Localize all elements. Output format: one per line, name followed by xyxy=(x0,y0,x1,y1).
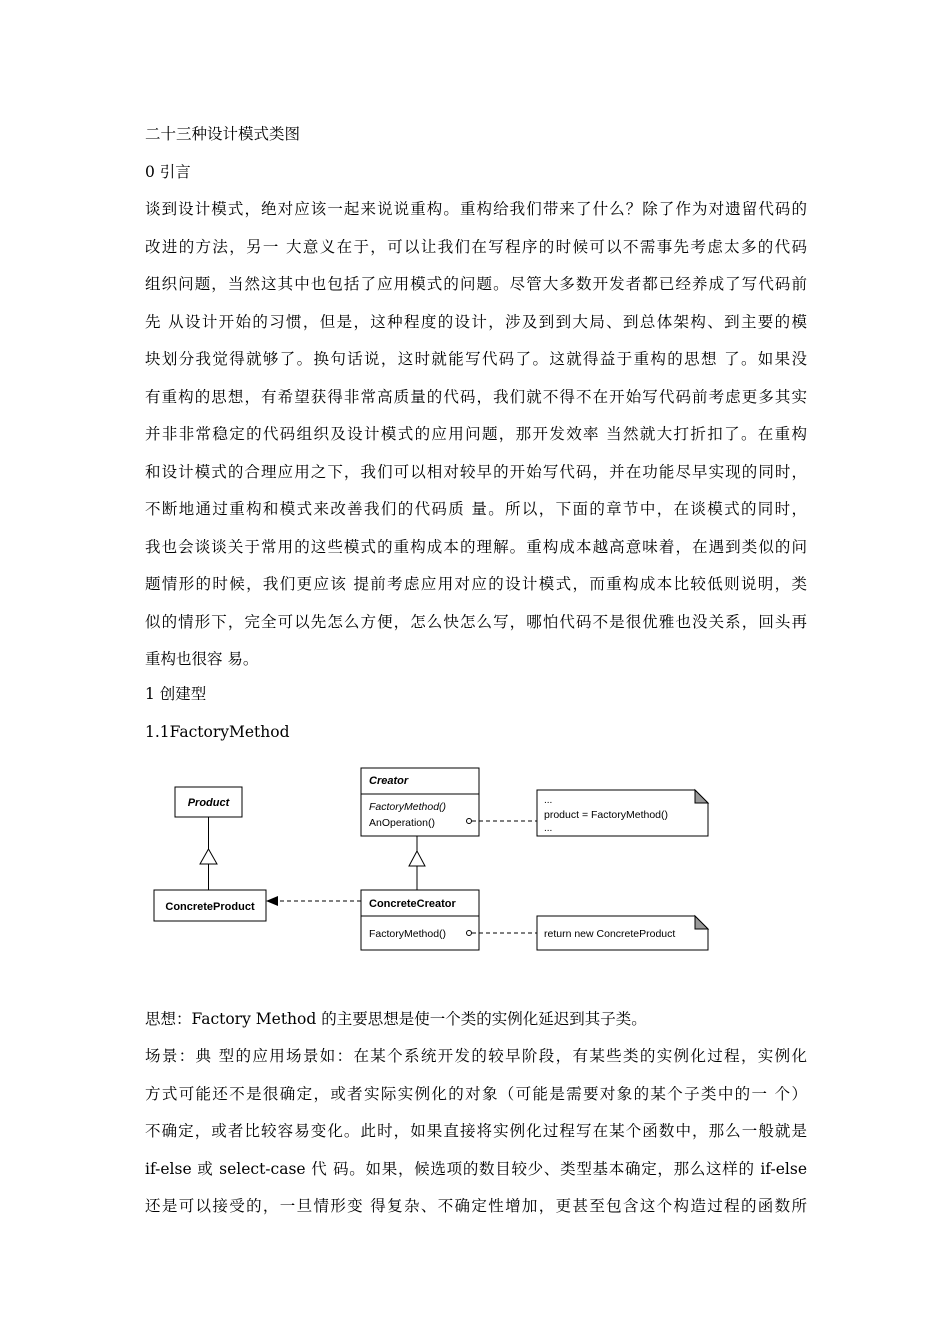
paragraph-line: if-else 或 select-case 代 码。如果，候选项的数目较少、类型基本确定，那么这样的 if-else xyxy=(145,1159,807,1178)
section-heading-creational: 1 创建型 xyxy=(145,685,207,703)
concrete-product-class-name: ConcreteProduct xyxy=(165,901,255,913)
concrete-creator-class-name: ConcreteCreator xyxy=(369,898,456,910)
intro-paragraph xyxy=(145,191,807,679)
document-title: 二十三种设计模式类图 xyxy=(145,125,301,143)
paragraph-line: 重构也很容 易。 xyxy=(145,650,259,668)
paragraph-line: 场景：典 型的应用场景如：在某个系统开发的较早阶段，有某些类的实例化过程，实例化 xyxy=(145,1047,807,1065)
creator-operation: FactoryMethod() xyxy=(369,801,447,813)
section-heading-intro: 0 引言 xyxy=(145,163,191,181)
paragraph-line: 谈到设计模式，绝对应该一起来说说重构。重构给我们带来了什么？除了作为对遗留代码的 xyxy=(145,200,807,218)
creator-class-box xyxy=(361,768,479,836)
section-heading-factory-method: 1.1FactoryMethod xyxy=(145,723,290,741)
idea-line: 思想：Factory Method 的主要思想是使一个类的实例化延迟到其子类。 xyxy=(145,1010,647,1028)
paragraph-line: 组织问题，当然这其中也包括了应用模式的问题。尽管大多数开发者都已经养成了写代码前 xyxy=(145,275,807,293)
note-text: ... xyxy=(544,823,553,834)
paragraph-line: 和设计模式的合理应用之下，我们可以相对较早的开始写代码，并在功能尽早实现的同时， xyxy=(145,462,807,481)
paragraph-line: 还是可以接受的，一旦情形变 得复杂、不确定性增加，更甚至包含这个构造过程的函数所 xyxy=(145,1197,807,1215)
paragraph-line: 块划分我觉得就够了。换句话说，这时就能写代码了。这就得益于重构的思想 了。如果没 xyxy=(145,350,807,368)
product-class-box xyxy=(175,787,242,817)
note-text: return new ConcreteProduct xyxy=(544,928,676,940)
inheritance-triangle xyxy=(409,851,425,866)
dependency-arrowhead xyxy=(266,896,278,906)
note-text: ... xyxy=(544,795,553,806)
note-connector-dot xyxy=(467,819,472,824)
note-box-factorymethod xyxy=(537,916,708,950)
paragraph-line: 先 从设计开始的习惯，但是，这种程度的设计，涉及到到大局、到总体架构、到主要的模 xyxy=(145,312,807,331)
factory-method-uml-diagram xyxy=(145,760,725,960)
concrete-creator-class-box xyxy=(361,890,479,950)
concrete-creator-operation: FactoryMethod() xyxy=(369,928,447,940)
paragraph-line: 并非非常稳定的代码组织及设计模式的应用问题，那开发效率 当然就大打折扣了。在重构 xyxy=(145,425,807,443)
paragraph-line: 不确定，或者比较容易变化。此时，如果直接将实例化过程写在某个函数中，那么一般就是 xyxy=(145,1122,807,1140)
creator-operation: AnOperation() xyxy=(369,817,435,829)
paragraph-line: 不断地通过重构和模式来改善我们的代码质 量。所以，下面的章节中，在谈模式的同时， xyxy=(145,500,807,518)
concrete-product-class-box xyxy=(154,890,266,921)
paragraph-line: 改进的方法，另一 大意义在于，可以让我们在写程序的时候可以不需事先考虑太多的代码 xyxy=(145,237,807,256)
paragraph-line: 似的情形下，完全可以先怎么方便，怎么快怎么写，哪怕代码不是很优雅也没关系，回头再 xyxy=(145,612,807,631)
paragraph-line: 我也会谈谈关于常用的这些模式的重构成本的理解。重构成本越高意味着，在遇到类似的问 xyxy=(145,537,807,556)
paragraph-line: 方式可能还不是很确定，或者实际实例化的对象（可能是需要对象的某个子类中的一 个） xyxy=(145,1084,807,1103)
inheritance-triangle xyxy=(200,849,217,864)
product-class-name: Product xyxy=(187,797,230,809)
note-text: product = FactoryMethod() xyxy=(544,809,669,821)
note-connector-dot xyxy=(467,931,472,936)
note-box-anoperation xyxy=(537,790,708,836)
paragraph-line: 有重构的思想，有希望获得非常高质量的代码，我们就不得不在开始写代码前考虑更多其实 xyxy=(145,387,807,406)
scene-paragraph xyxy=(145,1038,807,1226)
creator-class-name: Creator xyxy=(369,775,409,787)
paragraph-line: 题情形的时候，我们更应该 提前考虑应用对应的设计模式，而重构成本比较低则说明，类 xyxy=(145,575,807,593)
